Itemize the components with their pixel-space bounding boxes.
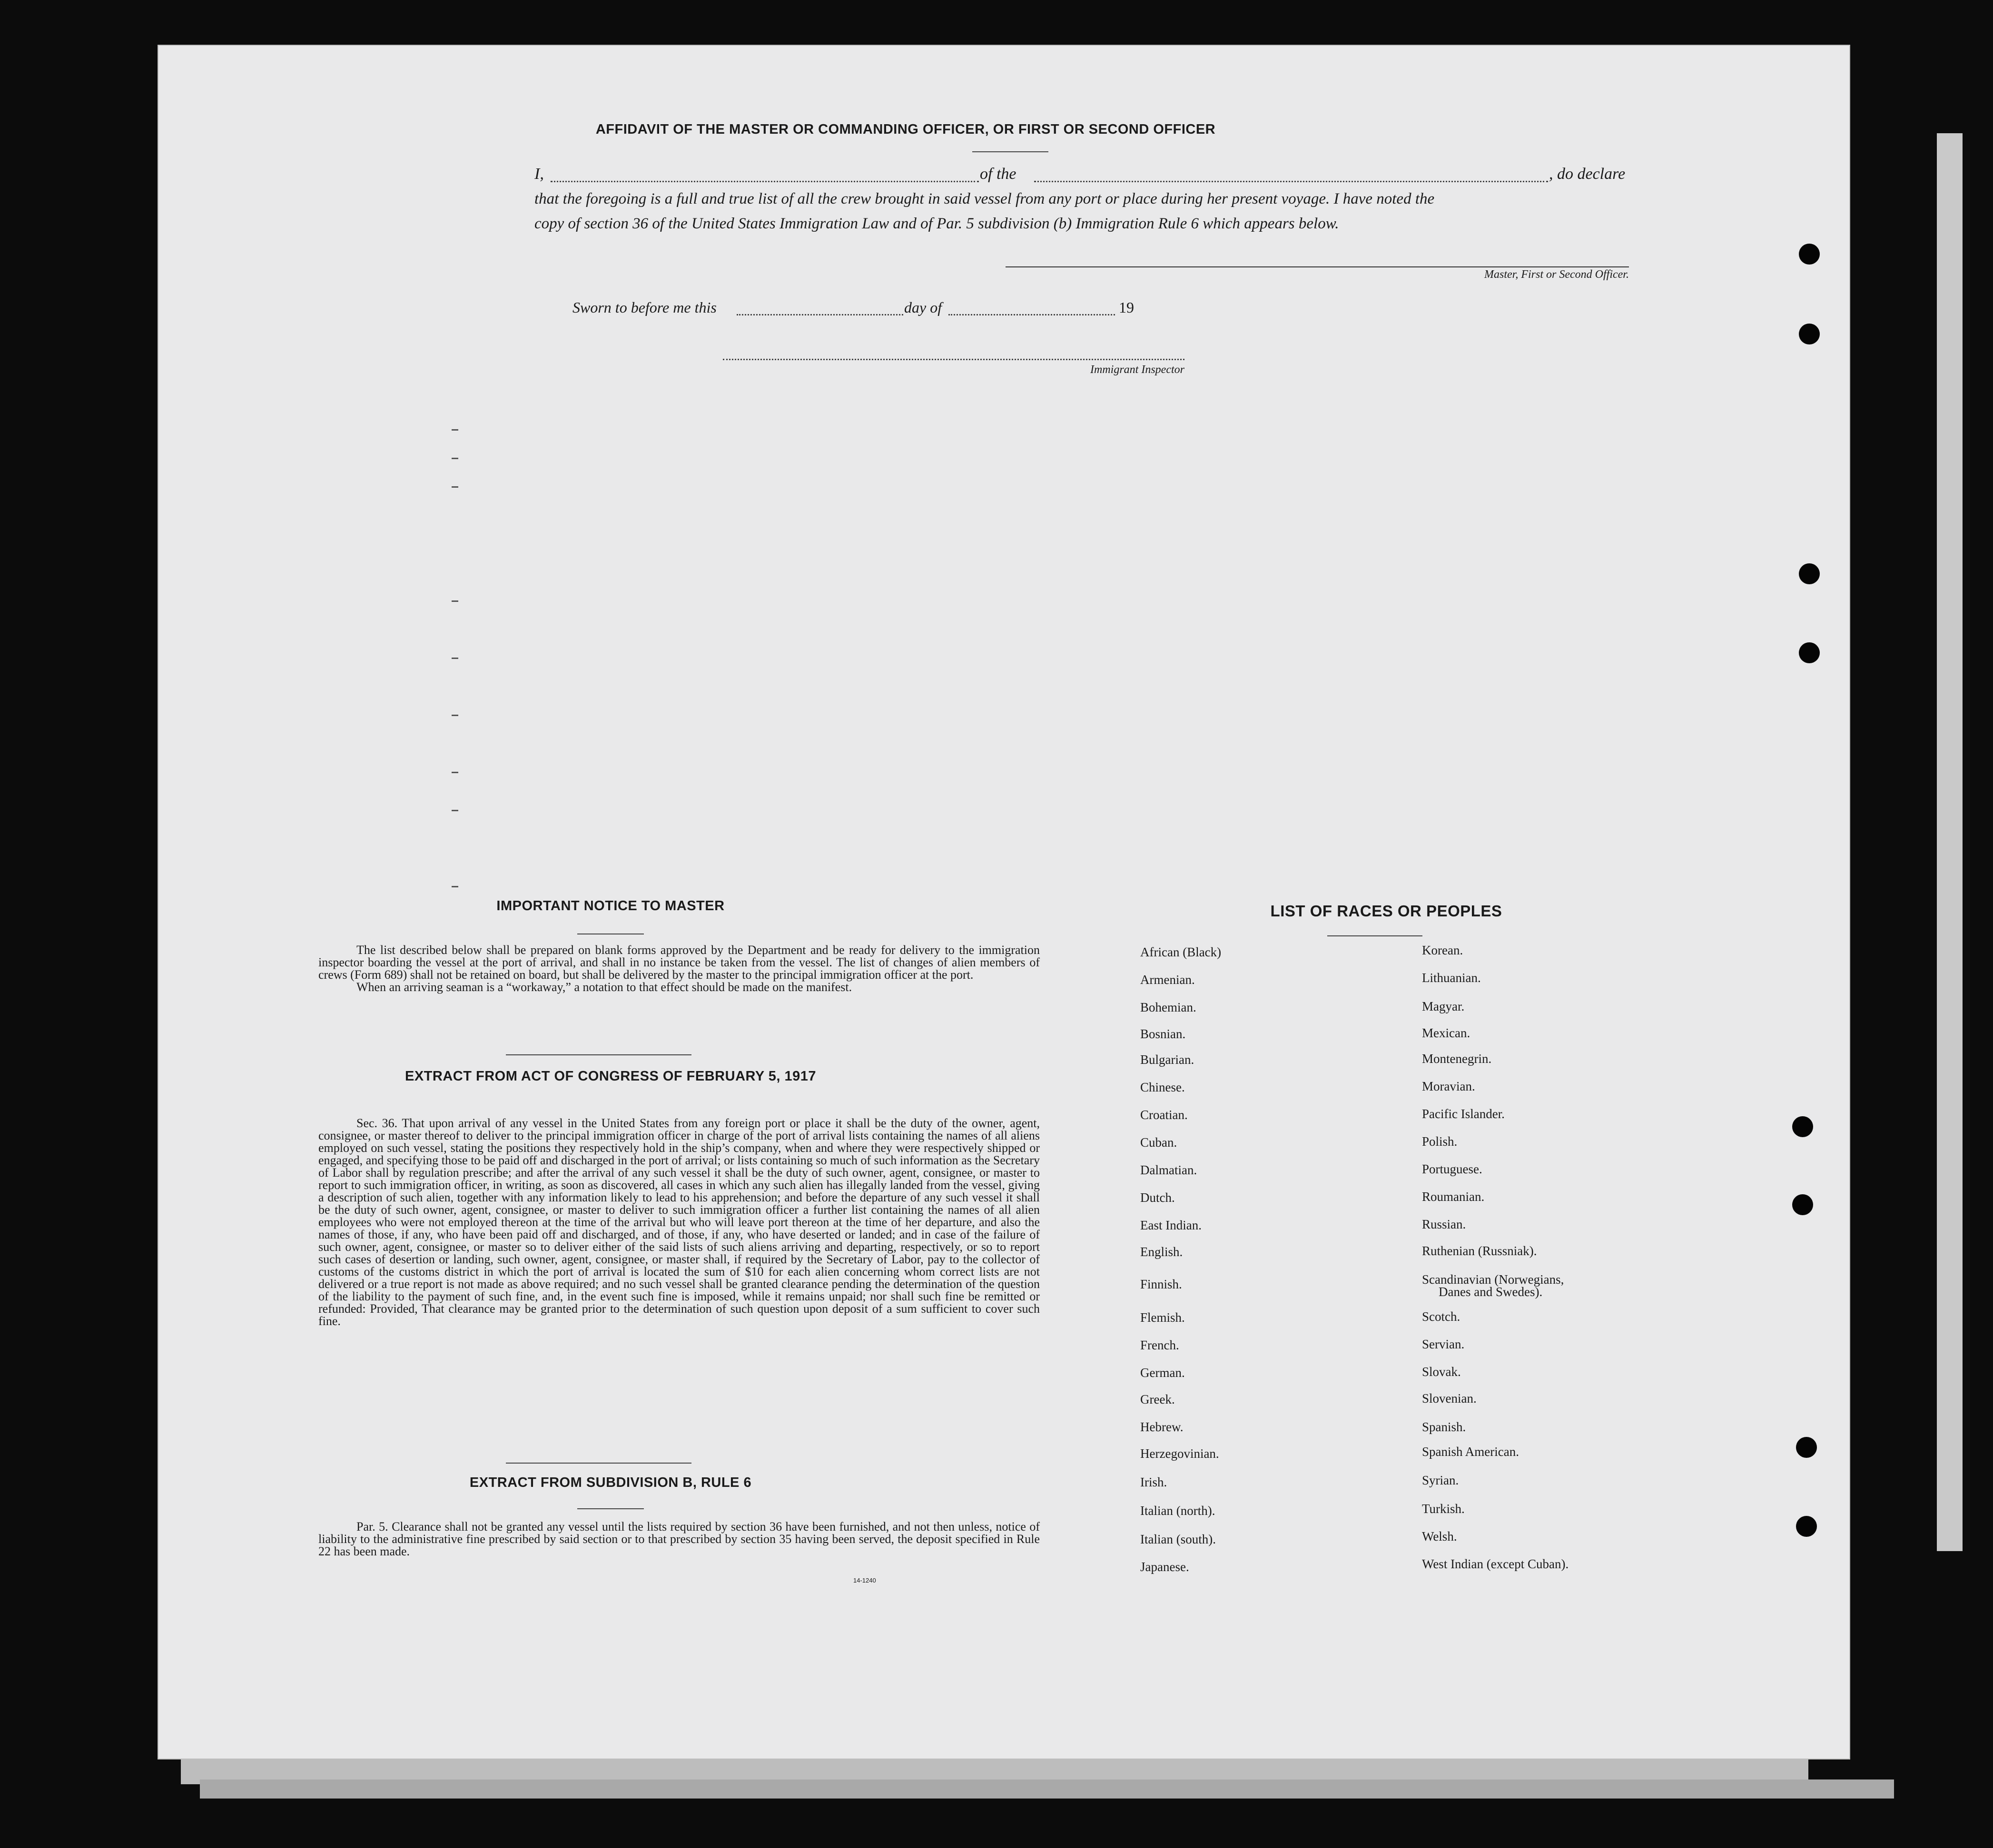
sworn-month-blank[interactable] [948,314,1115,315]
race-item: Croatian. [1140,1108,1188,1122]
race-item: Bosnian. [1140,1027,1186,1041]
race-item: Servian. [1422,1337,1465,1351]
race-item: Turkish. [1422,1502,1465,1516]
race-item: Finnish. [1140,1277,1182,1291]
margin-tick [452,429,458,431]
rule-title: EXTRACT FROM SUBDIVISION B, RULE 6 [469,1475,752,1490]
act-title: EXTRACT FROM ACT OF CONGRESS OF FEBRUARY 5, 1917 [405,1069,817,1084]
affidavit-line3: copy of section 36 of the United States Immigration Law and of Par. 5 subdivision (b) Immigration Rule 6 which appears below. [534,215,1339,232]
notice-title: IMPORTANT NOTICE TO MASTER [496,898,725,914]
sworn-prefix: Sworn to before me this [572,299,717,316]
race-item: Korean. [1422,943,1463,957]
rule-divider-bottom [577,1508,644,1509]
race-item: Lithuanian. [1422,971,1481,985]
race-item: Armenian. [1140,973,1195,987]
races-divider [1327,935,1422,936]
race-item: Chinese. [1140,1080,1185,1094]
sworn-year: 19 [1119,299,1134,316]
inspector-signature-line[interactable] [723,359,1184,360]
right-edge-strip [1937,133,1963,1551]
race-item: French. [1140,1338,1179,1352]
race-item: Spanish American. [1422,1445,1519,1459]
margin-tick [452,600,458,602]
act-body [318,1117,1040,1327]
race-item: Portuguese. [1422,1162,1482,1176]
race-item: Mexican. [1422,1026,1470,1040]
race-item: Herzegovinian. [1140,1446,1219,1461]
sworn-day-of: day of [904,299,942,316]
rule-divider-top [506,1463,691,1464]
race-item: Polish. [1422,1134,1458,1149]
notice-para-2: When an arriving seaman is a “workaway,” a notation to that effect should be made on the manifest. [356,980,852,994]
affidavit-title: AFFIDAVIT OF THE MASTER OR COMMANDING OFFICER, OR FIRST OR SECOND OFFICER [595,122,1216,137]
race-item: Hebrew. [1140,1420,1184,1434]
act-section-36: Sec. 36. That upon arrival of any vessel in the United States from any foreign port or place it shall be the duty of the owner, agent, consignee, or master thereof to deliver to the principal immigration officer in charge of the port of arrival lists containing the names of all aliens employed on such vessel, stating the positions they respectively hold in the ship’s company, when and where they were respectively shipped or engaged, and specifying those to be paid off and discharged in the port of arrival; or lists containing so much of such information as the Secretary of Labor shall by regulation prescribe; and after the arrival of any such vessel it shall be the duty of such owner, agent, consignee, or master to report to such immigration officer, in writing, as soon as discovered, all cases in which any such alien has illegally landed from the vessel, giving a description of such alien, together with any information likely to lead to his apprehension; and before the departure of any such vessel it shall be the duty of such owner, agent, consignee, or master to deliver to such immigration officer a further list containing the names of all alien employees who were not employed thereon at the time of the arrival but who will leave port thereon at the time of her departure, and also the names of those, if any, who have been paid off and discharged, and of those, if any, who have deserted or landed; and in case of the failure of such owner, agent, consignee, or master so to deliver either of the said lists of such aliens arriving and departing, respectively, or so to report such cases of desertion or landing, such owner, agent, consignee, or master shall, if required by the Secretary of Labor, pay to the collector of customs of the customs district in which the port of arrival is located the sum of $10 for each alien concerning whom correct lists are not delivered or a true report is not made as above required; and no such vessel shall be granted clearance pending the determination of the question of the liability to the payment of such fine, and, in the event such fine is imposed, while it remains unpaid; nor shall such fine be remitted or refunded: Provided, That clearance may be granted prior to the determination of such question upon deposit of a sum sufficient to cover such fine. [318,1116,1040,1328]
margin-tick [452,772,458,773]
race-item: Dalmatian. [1140,1163,1197,1177]
punch-hole [1796,1437,1817,1458]
race-item: Russian. [1422,1217,1466,1231]
race-item: English. [1140,1245,1183,1259]
race-item: German. [1140,1366,1185,1380]
under-sheet-bottom-2 [200,1779,1894,1799]
affidavit-line2: that the foregoing is a full and true list of all the crew brought in said vessel from any port or place during her present voyage. I have noted the [534,190,1435,207]
name-blank[interactable] [551,181,979,182]
affidavit-declare: , do declare [1549,165,1626,183]
punch-hole [1796,1516,1817,1537]
punch-hole [1799,244,1820,265]
race-item: Italian (south). [1140,1532,1216,1546]
notice-body [318,944,1040,993]
race-item: Syrian. [1422,1473,1459,1487]
margin-tick [452,810,458,811]
affidavit-line1 [534,162,1638,187]
margin-tick [452,658,458,659]
race-item: Cuban. [1140,1135,1177,1150]
race-item: Slovenian. [1422,1391,1477,1406]
race-item: Greek. [1140,1392,1175,1406]
race-item: Roumanian. [1422,1189,1485,1204]
rule-par-5: Par. 5. Clearance shall not be granted any vessel until the lists required by section 36 have been furnished, and not then unless, notice of liability to the administrative fine prescribed by said section or to that prescribed by section 35 having been served, the deposit specified in Rule 22 has been made. [318,1520,1040,1558]
form-page [158,46,1849,1759]
affidavit-divider [972,151,1048,152]
race-item: Spanish. [1422,1420,1466,1434]
act-divider-top [506,1054,691,1055]
race-item: Pacific Islander. [1422,1107,1505,1121]
sworn-line [572,295,1286,320]
affidavit-of-the: of the [980,165,1016,183]
race-item: Italian (north). [1140,1504,1215,1518]
punch-hole [1799,563,1820,584]
race-item: Slovak. [1422,1365,1461,1379]
form-number: 14-1240 [853,1577,876,1584]
punch-hole [1799,324,1820,344]
punch-hole [1792,1116,1813,1137]
affidavit-i: I, [534,165,544,183]
race-item: Moravian. [1422,1079,1475,1093]
race-item: Magyar. [1422,999,1465,1013]
race-item: Montenegrin. [1422,1052,1492,1066]
master-signature-label: Master, First or Second Officer. [1484,268,1629,281]
race-item: Flemish. [1140,1310,1185,1325]
margin-tick [452,458,458,459]
race-item: Bulgarian. [1140,1052,1194,1067]
race-item: West Indian (except Cuban). [1422,1557,1569,1571]
race-item: Welsh. [1422,1529,1457,1543]
race-item: Irish. [1140,1475,1167,1489]
master-signature-line[interactable] [1006,266,1629,267]
race-item: Dutch. [1140,1190,1175,1205]
race-item: African (Black) [1140,945,1222,959]
margin-tick [452,486,458,488]
punch-hole [1792,1194,1813,1215]
race-item: Scandinavian (Norwegians, [1422,1272,1564,1287]
punch-hole [1799,642,1820,663]
sworn-day-blank[interactable] [737,314,903,315]
race-item: Ruthenian (Russniak). [1422,1244,1537,1258]
race-item: East Indian. [1140,1218,1202,1232]
notice-para-1: The list described below shall be prepared on blank forms approved by the Department and be ready for delivery to the immigration inspector boarding the vessel at the port of arrival, and shall in no instance be taken from the vessel. The list of changes of alien members of crews (Form 689) shall not be retained on board, but shall be delivered by the master to the principal immigration officer at the port. [318,943,1040,982]
vessel-blank[interactable] [1034,181,1548,182]
inspector-label: Immigrant Inspector [1090,364,1184,376]
margin-tick [452,886,458,887]
race-item: Japanese. [1140,1560,1189,1574]
races-title: LIST OF RACES OR PEOPLES [1270,902,1502,920]
race-item: Scotch. [1422,1309,1460,1324]
rule-body [318,1521,1040,1558]
race-item: Danes and Swedes). [1439,1285,1543,1299]
margin-tick [452,715,458,716]
race-item: Bohemian. [1140,1000,1196,1014]
